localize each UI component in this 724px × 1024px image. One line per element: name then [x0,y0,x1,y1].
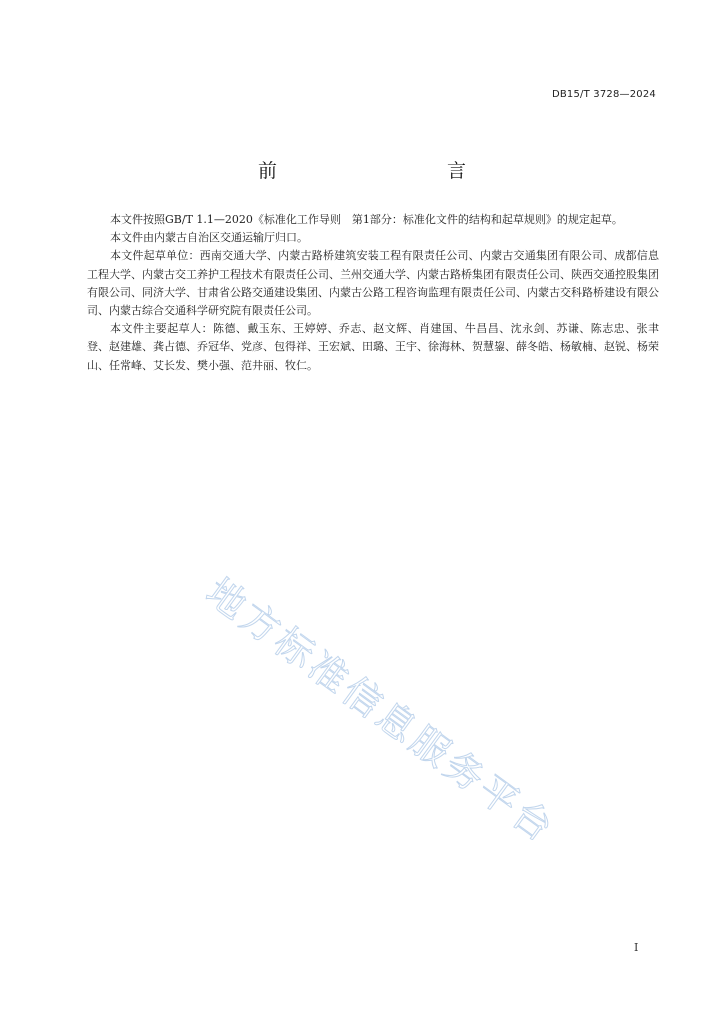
page-title: 前 言 [257,160,510,182]
foreword-body [87,211,659,375]
paragraph-drafting-rules: 本文件按照GB/T 1.1—2020《标准化工作导则 第1部分：标准化文件的结构和起草规则》的规定起草。 [110,213,623,226]
watermark: 地方标准信息服务平台 [198,569,564,853]
paragraph-responsible-unit: 本文件由内蒙古自治区交通运输厅归口。 [110,231,308,245]
paragraph-drafters: 本文件主要起草人：陈德、戴玉东、王婷婷、乔志、赵文辉、肖建国、牛昌昌、沈永剑、苏谦、陈志忠、张聿登、赵建雄、龚占德、乔冠华、党彦、包得祥、王宏斌、田璐、王宇、徐海林、贺慧鋆、薛冬皓、杨敏楠、赵锐、杨荣山、任常峰、艾长发、樊小强、范井丽、牧仁。 [87,322,659,372]
standard-code: DB15/T 3728—2024 [551,89,656,100]
page-number: I [634,941,639,954]
paragraph-drafting-units: 本文件起草单位：西南交通大学、内蒙古路桥建筑安装工程有限责任公司、内蒙古交通集团有限公司、成都信息工程大学、内蒙古交工养护工程技术有限责任公司、兰州交通大学、内蒙古路桥集团有限责任公司、陕西交通控股集团有限公司、同济大学、甘肃省公路交通建设集团、内蒙古公路工程咨询监理有限责任公司、内蒙古交科路桥建设有限公司、内蒙古综合交通科学研究院有限责任公司。 [87,249,659,318]
